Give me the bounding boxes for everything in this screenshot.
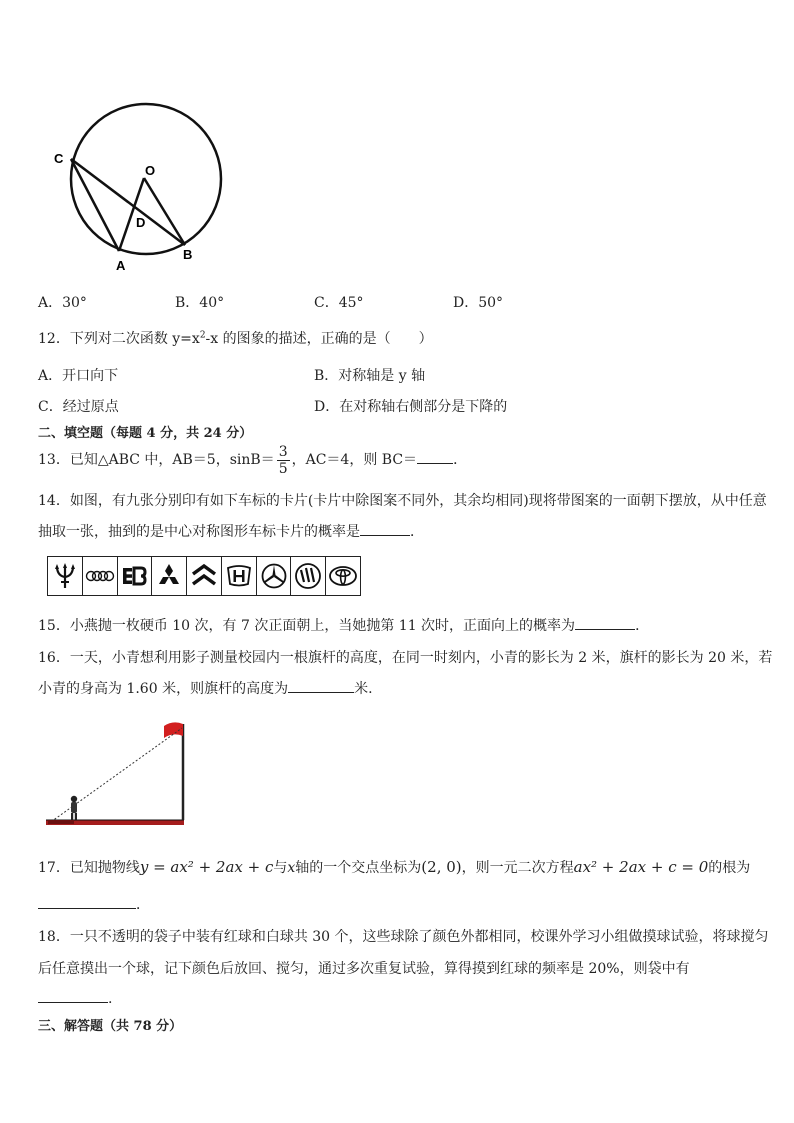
q13-fraction: $\frac{3}{5}$ [278, 443, 288, 477]
q16-line-1: 16．一天，小青想利用影子测量校园内一根旗杆的高度，在同一时刻内，小青的影长为 2 米，旗杆的影长为 20 米，若 [38, 650, 773, 666]
q17-equation-1: y = ax² + 2ax + c [139, 858, 274, 876]
trident-logo-icon [52, 562, 78, 590]
logo-card [118, 557, 153, 595]
logo-card [48, 557, 83, 595]
segment-ob [144, 178, 185, 245]
section-3-title: 三、解答题（共 78 分） [38, 1019, 183, 1034]
label-c: C [54, 151, 64, 166]
q11-option-c: C．45° [314, 295, 364, 311]
q14-line-2: 抽取一张，抽到的是中心对称图形车标卡片的概率是 ． [38, 521, 424, 541]
q13-text: 13．已知△ABC 中，AB＝5，sinB＝ $\frac{3}{5}$ ，AC＝4，则 BC＝ ． [38, 443, 468, 477]
q16-answer-blank[interactable] [288, 678, 354, 693]
car-logo-cards [47, 556, 361, 596]
be-logo-icon [121, 566, 147, 586]
q14-line-1: 14．如图，有九张分别印有如下车标的卡片(卡片中除图案不同外，其余均相同)现将带图案的一面朝下摆放，从中任意 [38, 493, 767, 509]
q12-stem: 12．下列对二次函数 $y=x^2-x$ 的图象的描述，正确的是（ ） [38, 330, 433, 347]
q12-option-d: D．在对称轴右侧部分是下降的 [314, 399, 508, 415]
q11-option-b: B．40° [175, 295, 225, 311]
q16-line-2: 小青的身高为 1.60 米，则旗杆的高度为 米. [38, 678, 373, 698]
q17-answer-blank[interactable] [38, 894, 136, 909]
three-diamonds-logo-icon [155, 563, 183, 589]
q12-option-c: C．经过原点 [38, 399, 119, 415]
sight-line [48, 728, 182, 824]
q11-option-a: A．30° [38, 295, 87, 311]
q18-line-1: 18．一只不透明的袋子中装有红球和白球共 30 个，这些球除了颜色外都相同，校课外学习小组做摸球试验，将球搅匀 [38, 929, 769, 945]
person-icon [71, 796, 77, 820]
label-d: D [136, 215, 146, 230]
q18-answer-line: . [38, 988, 112, 1007]
logo-card [326, 557, 360, 595]
logo-card [83, 557, 118, 595]
label-a: A [116, 258, 126, 273]
circle-geometry-figure [40, 75, 250, 280]
label-o: O [145, 163, 156, 178]
q14-answer-blank[interactable] [360, 521, 410, 536]
section-2-title: 二、填空题（每题 4 分，共 24 分） [38, 426, 253, 441]
flagpole-shadow-figure [40, 714, 190, 836]
logo-card [187, 557, 222, 595]
q17-point: (2, 0) [421, 858, 462, 876]
three-pointed-star-logo-icon [260, 562, 288, 590]
q11-option-d: D．50° [453, 295, 504, 311]
logo-card [257, 557, 292, 595]
logo-card [291, 557, 326, 595]
flag-icon [164, 722, 183, 738]
q12-option-a: A．开口向下 [38, 368, 119, 384]
four-rings-logo-icon [85, 569, 115, 583]
oval-logo-icon [328, 565, 358, 587]
q17-text: 17．已知抛物线y = ax² + 2ax + c与x轴的一个交点坐标为(2, 0)，则一元二次方程ax² + 2ax + c = 0的根为 [38, 858, 751, 876]
logo-card [222, 557, 257, 595]
q15-answer-blank[interactable] [575, 615, 635, 630]
q13-answer-blank[interactable] [417, 449, 453, 464]
segment-ca [71, 159, 119, 251]
q17-equation-2: ax² + 2ax + c = 0 [573, 858, 709, 876]
logo-card [152, 557, 187, 595]
q18-answer-blank[interactable] [38, 988, 108, 1003]
q15-text: 15．小燕抛一枚硬币 10 次，有 7 次正面朝上，当她抛第 11 次时，正面向上的概率为 ． [38, 615, 649, 635]
shield-logo-icon [294, 562, 322, 590]
chevron-logo-icon [190, 563, 218, 589]
h-logo-icon [225, 564, 253, 588]
q17-answer-line: ． [38, 894, 150, 914]
q12-option-b: B．对称轴是 y 轴 [314, 368, 426, 384]
segment-cb [71, 159, 185, 245]
shadow-mark [48, 820, 74, 824]
label-b: B [183, 247, 193, 262]
q18-line-2: 后任意摸出一个球，记下颜色后放回、搅匀，通过多次重复试验，算得摸到红球的频率是 20%，则袋中有 [38, 961, 690, 977]
